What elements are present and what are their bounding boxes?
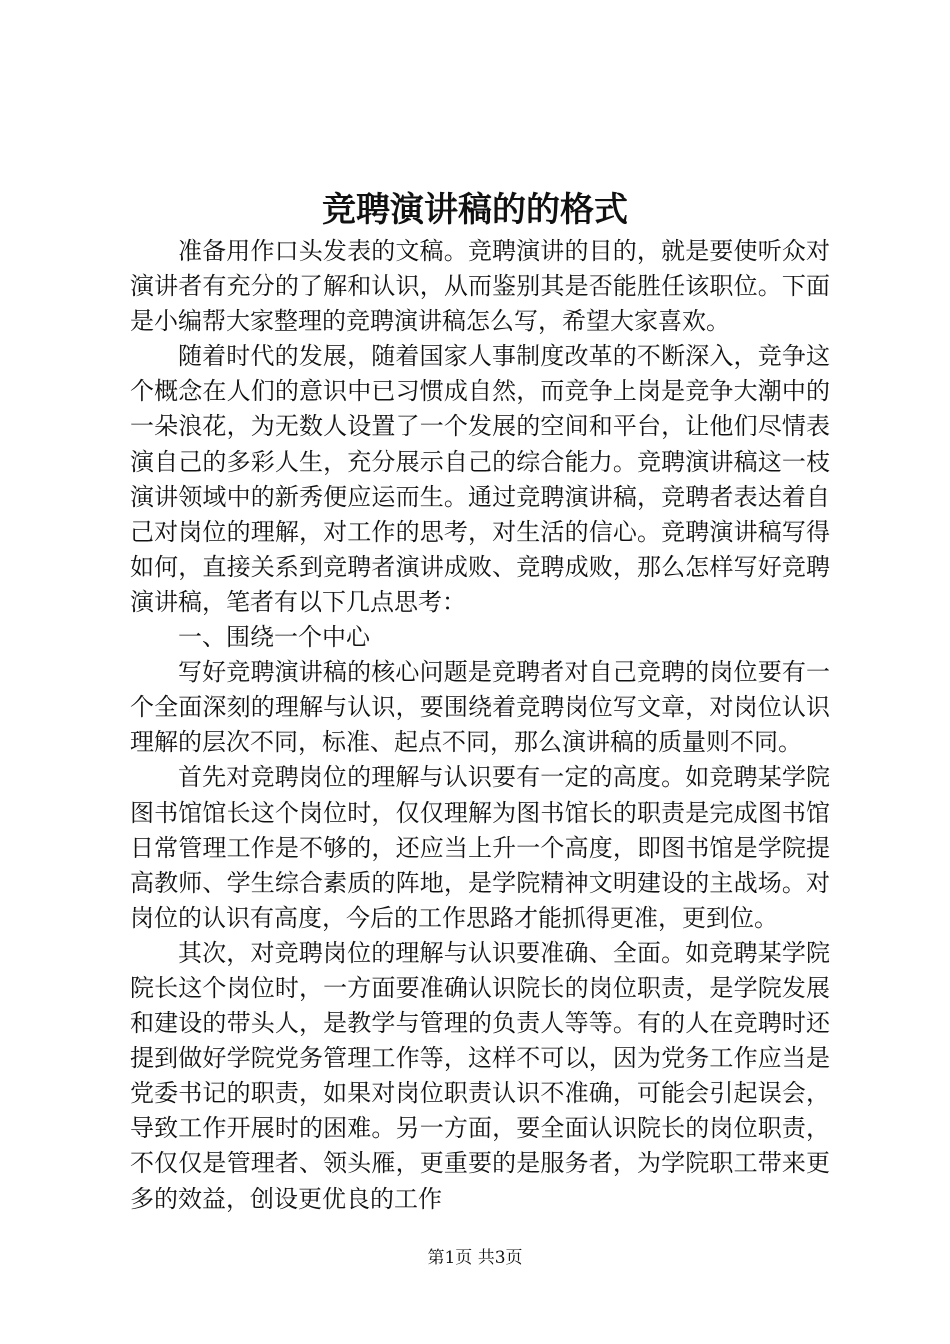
section-heading: 一、围绕一个中心 — [178, 623, 370, 652]
paragraph: 其次，对竞聘岗位的理解与认识要准确、全面。如竞聘某学院院长这个岗位时，一方面要准确认识院长的岗位职责，是学院发展和建设的带头人，是教学与管理的负责人等等。有的人在竞聘时还提到做好学院党务管理工作等，这样不可以，因为党务工作应当是党委书记的职责，如果对岗位职责认识不准确，可能会引起误会，导致工作开展时的困难。另一方面，要全面认识院长的岗位职责，不仅仅是管理者、领头雁，更重要的是服务者，为学院职工带来更多的效益，创设更优良的工作 — [130, 938, 830, 1213]
page-footer: 第1页 共3页 — [427, 1248, 523, 1268]
paragraph: 写好竞聘演讲稿的核心问题是竞聘者对自己竞聘的岗位要有一个全面深刻的理解与认识，要围绕着竞聘岗位写文章，对岗位认识理解的层次不同，标准、起点不同，那么演讲稿的质量则不同。 — [130, 658, 830, 757]
paragraph: 首先对竞聘岗位的理解与认识要有一定的高度。如竞聘某学院图书馆馆长这个岗位时，仅仅理解为图书馆长的职责是完成图书馆日常管理工作是不够的，还应当上升一个高度，即图书馆是学院提高教师、学生综合素质的阵地，是学院精神文明建设的主战场。对岗位的认识有高度，今后的工作思路才能抓得更准，更到位。 — [130, 763, 830, 932]
paragraph: 随着时代的发展，随着国家人事制度改革的不断深入，竞争这个概念在人们的意识中已习惯成自然，而竞争上岗是竞争大潮中的一朵浪花，为无数人设置了一个发展的空间和平台，让他们尽情表演自己的多彩人生，充分展示自己的综合能力。竞聘演讲稿这一枝演讲领域中的新秀便应运而生。通过竞聘演讲稿，竞聘者表达着自己对岗位的理解，对工作的思考，对生活的信心。竞聘演讲稿写得如何，直接关系到竞聘者演讲成败、竞聘成败，那么怎样写好竞聘演讲稿，笔者有以下几点思考： — [130, 342, 830, 616]
document-body — [130, 234, 830, 1217]
paragraph: 准备用作口头发表的文稿。竞聘演讲的目的，就是要使听众对演讲者有充分的了解和认识，从而鉴别其是否能胜任该职位。下面是小编帮大家整理的竞聘演讲稿怎么写，希望大家喜欢。 — [130, 237, 830, 336]
document-title: 竞聘演讲稿的的格式 — [322, 190, 628, 230]
